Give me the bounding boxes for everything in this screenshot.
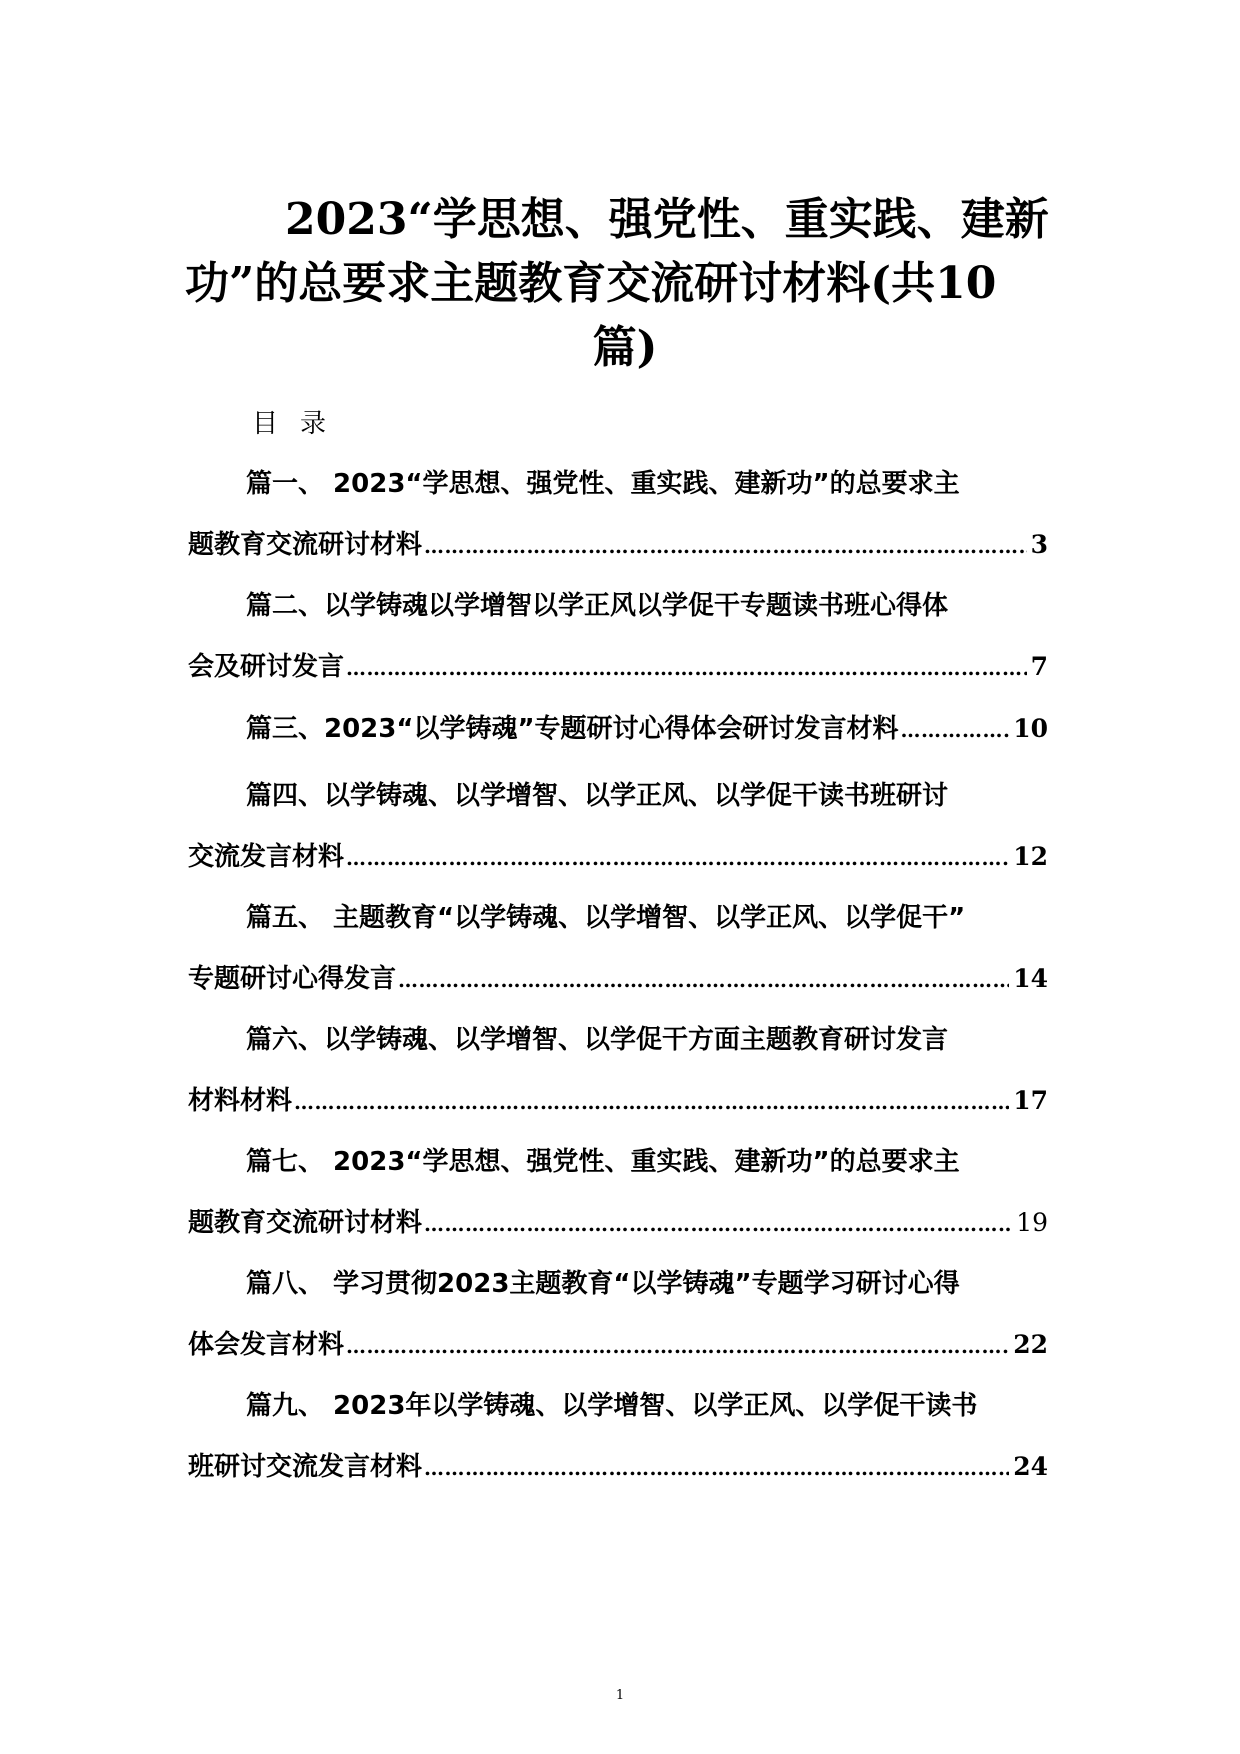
title-line-3: 篇) — [592, 322, 658, 373]
toc-entry-4[interactable] — [188, 774, 1048, 896]
toc-page-number: 12 — [1013, 842, 1048, 871]
toc-entry-title: 篇五、 主题教育“以学铸魂、以学增智、以学正风、以学促干” — [246, 903, 966, 933]
dot-leader — [422, 523, 1027, 569]
toc-entry-title-cont: 题教育交流研讨材料 — [188, 1208, 423, 1238]
toc-entry-title: 篇八、 学习贯彻2023主题教育“以学铸魂”专题学习研讨心得 — [246, 1269, 960, 1299]
toc-entry-title: 篇二、以学铸魂以学增智以学正风以学促干专题读书班心得体 — [246, 591, 949, 621]
toc-page-number: 10 — [1013, 714, 1048, 743]
toc-page-number: 24 — [1013, 1452, 1048, 1481]
dot-leader — [344, 645, 1027, 691]
table-of-contents — [188, 462, 1048, 1506]
toc-entry-title-cont: 会及研讨发言 — [188, 652, 345, 682]
toc-page-number: 17 — [1013, 1086, 1048, 1115]
toc-entry-title-cont: 专题研讨心得发言 — [188, 964, 397, 994]
toc-entry-3[interactable] — [188, 706, 1048, 774]
toc-entry-title: 篇九、 2023年以学铸魂、以学增智、以学正风、以学促干读书 — [246, 1391, 978, 1421]
dot-leader — [396, 957, 1009, 1003]
toc-entry-title: 篇四、以学铸魂、以学增智、以学正风、以学促干读书班研讨 — [246, 781, 949, 811]
dot-leader — [422, 1201, 1012, 1247]
toc-entry-title: 篇三、2023“以学铸魂”专题研讨心得体会研讨发言材料 — [246, 714, 899, 744]
dot-leader — [899, 707, 1010, 753]
toc-entry-6[interactable] — [188, 1018, 1048, 1140]
document-title — [185, 188, 1065, 380]
toc-page-number: 3 — [1030, 530, 1048, 559]
toc-heading: 目录 — [252, 409, 349, 439]
toc-page-number: 22 — [1013, 1330, 1048, 1359]
toc-entry-title-cont: 交流发言材料 — [188, 842, 345, 872]
dot-leader — [344, 835, 1009, 881]
toc-entry-title-cont: 题教育交流研讨材料 — [188, 530, 423, 560]
toc-entry-title-cont: 班研讨交流发言材料 — [188, 1452, 423, 1482]
toc-entry-title: 篇一、 2023“学思想、强党性、重实践、建新功”的总要求主 — [246, 469, 960, 499]
toc-entry-8[interactable] — [188, 1262, 1048, 1384]
toc-entry-5[interactable] — [188, 896, 1048, 1018]
page-number: 1 — [615, 1688, 625, 1703]
toc-page-number: 7 — [1030, 652, 1048, 681]
toc-page-number: 19 — [1016, 1208, 1048, 1237]
toc-entry-title: 篇七、 2023“学思想、强党性、重实践、建新功”的总要求主 — [246, 1147, 960, 1177]
dot-leader — [292, 1079, 1009, 1125]
toc-entry-title-cont: 体会发言材料 — [188, 1330, 345, 1360]
toc-entry-2[interactable] — [188, 584, 1048, 706]
toc-entry-title: 篇六、以学铸魂、以学增智、以学促干方面主题教育研讨发言 — [246, 1025, 949, 1055]
toc-entry-9[interactable] — [188, 1384, 1048, 1506]
dot-leader — [422, 1445, 1009, 1491]
title-line-1: 2023“学思想、强党性、重实践、建新 — [285, 194, 1049, 245]
dot-leader — [344, 1323, 1009, 1369]
toc-page-number: 14 — [1013, 964, 1048, 993]
toc-entry-7[interactable] — [188, 1140, 1048, 1262]
toc-entry-title-cont: 材料材料 — [188, 1086, 293, 1116]
toc-entry-1[interactable] — [188, 462, 1048, 584]
title-line-2: 功”的总要求主题教育交流研讨材料(共10 — [185, 258, 997, 309]
